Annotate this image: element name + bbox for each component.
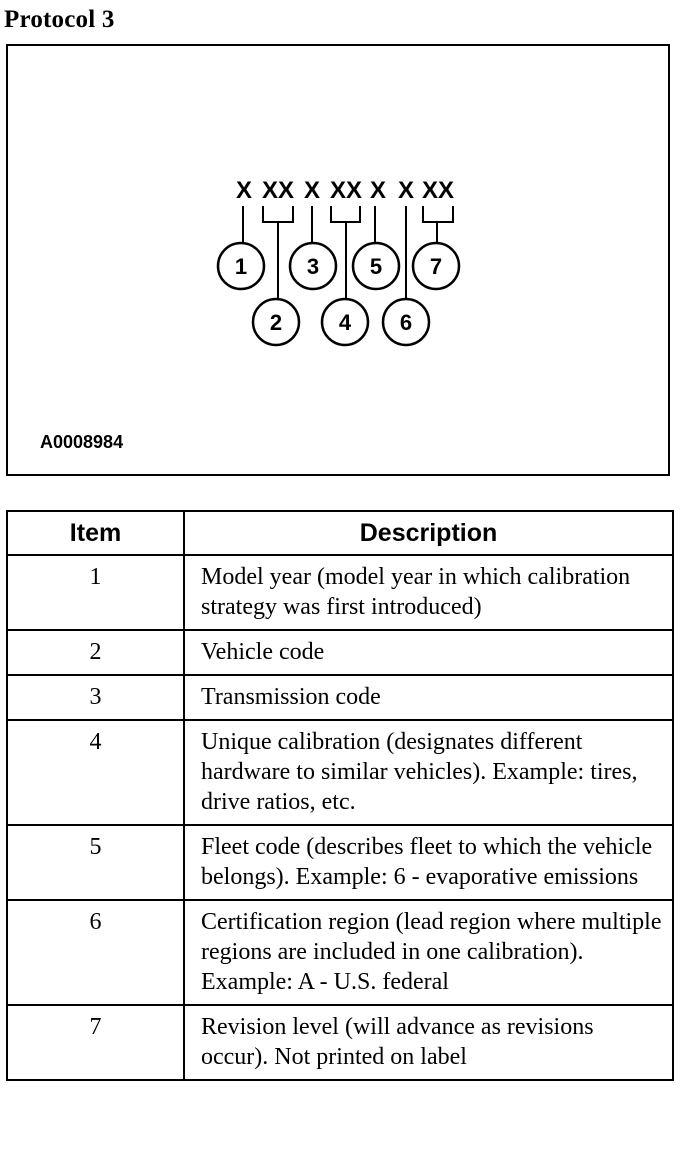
- code-segment-5: X: [369, 177, 387, 204]
- page-title: Protocol 3: [4, 6, 115, 33]
- code-segment-3: X: [303, 177, 321, 204]
- item-number: 5: [7, 825, 184, 900]
- code-segment-2: XX: [261, 177, 295, 204]
- callout-6: 6: [399, 310, 413, 335]
- code-segment-7: XX: [421, 177, 455, 204]
- item-description: Unique calibration (designates different hardware to similar vehicles). Example: tires, drive ratios, etc.: [184, 720, 673, 825]
- callout-4: 4: [338, 310, 352, 335]
- item-description-table: [6, 510, 674, 1081]
- callout-7: 7: [429, 254, 443, 279]
- callout-1: 1: [234, 254, 248, 279]
- item-number: 4: [7, 720, 184, 825]
- table-row: [7, 825, 673, 900]
- item-description: Transmission code: [184, 675, 673, 720]
- item-description: Revision level (will advance as revisions occur). Not printed on label: [184, 1005, 673, 1080]
- code-diagram-svg: [8, 46, 668, 474]
- figure-id: A0008984: [40, 432, 124, 452]
- item-number: 1: [7, 555, 184, 630]
- code-segment-4: XX: [329, 177, 363, 204]
- header-item: Item: [7, 511, 184, 555]
- item-description: Fleet code (describes fleet to which the vehicle belongs). Example: 6 - evaporative emissions: [184, 825, 673, 900]
- code-segment-1: X: [235, 177, 253, 204]
- item-description: Vehicle code: [184, 630, 673, 675]
- protocol-diagram: [6, 44, 670, 476]
- table-header-row: [7, 511, 673, 555]
- table-row: [7, 720, 673, 825]
- table-row: [7, 1005, 673, 1080]
- item-description: Model year (model year in which calibration strategy was first introduced): [184, 555, 673, 630]
- table-row: [7, 630, 673, 675]
- table-row: [7, 900, 673, 1005]
- callout-5: 5: [369, 254, 383, 279]
- table-row: [7, 675, 673, 720]
- item-number: 7: [7, 1005, 184, 1080]
- item-number: 3: [7, 675, 184, 720]
- item-number: 6: [7, 900, 184, 1005]
- item-number: 2: [7, 630, 184, 675]
- callout-3: 3: [306, 254, 320, 279]
- callout-2: 2: [269, 310, 283, 335]
- item-description: Certification region (lead region where multiple regions are included in one calibration). Example: A - U.S. federal: [184, 900, 673, 1005]
- table-row: [7, 555, 673, 630]
- header-description: Description: [184, 511, 673, 555]
- code-segment-6: X: [397, 177, 415, 204]
